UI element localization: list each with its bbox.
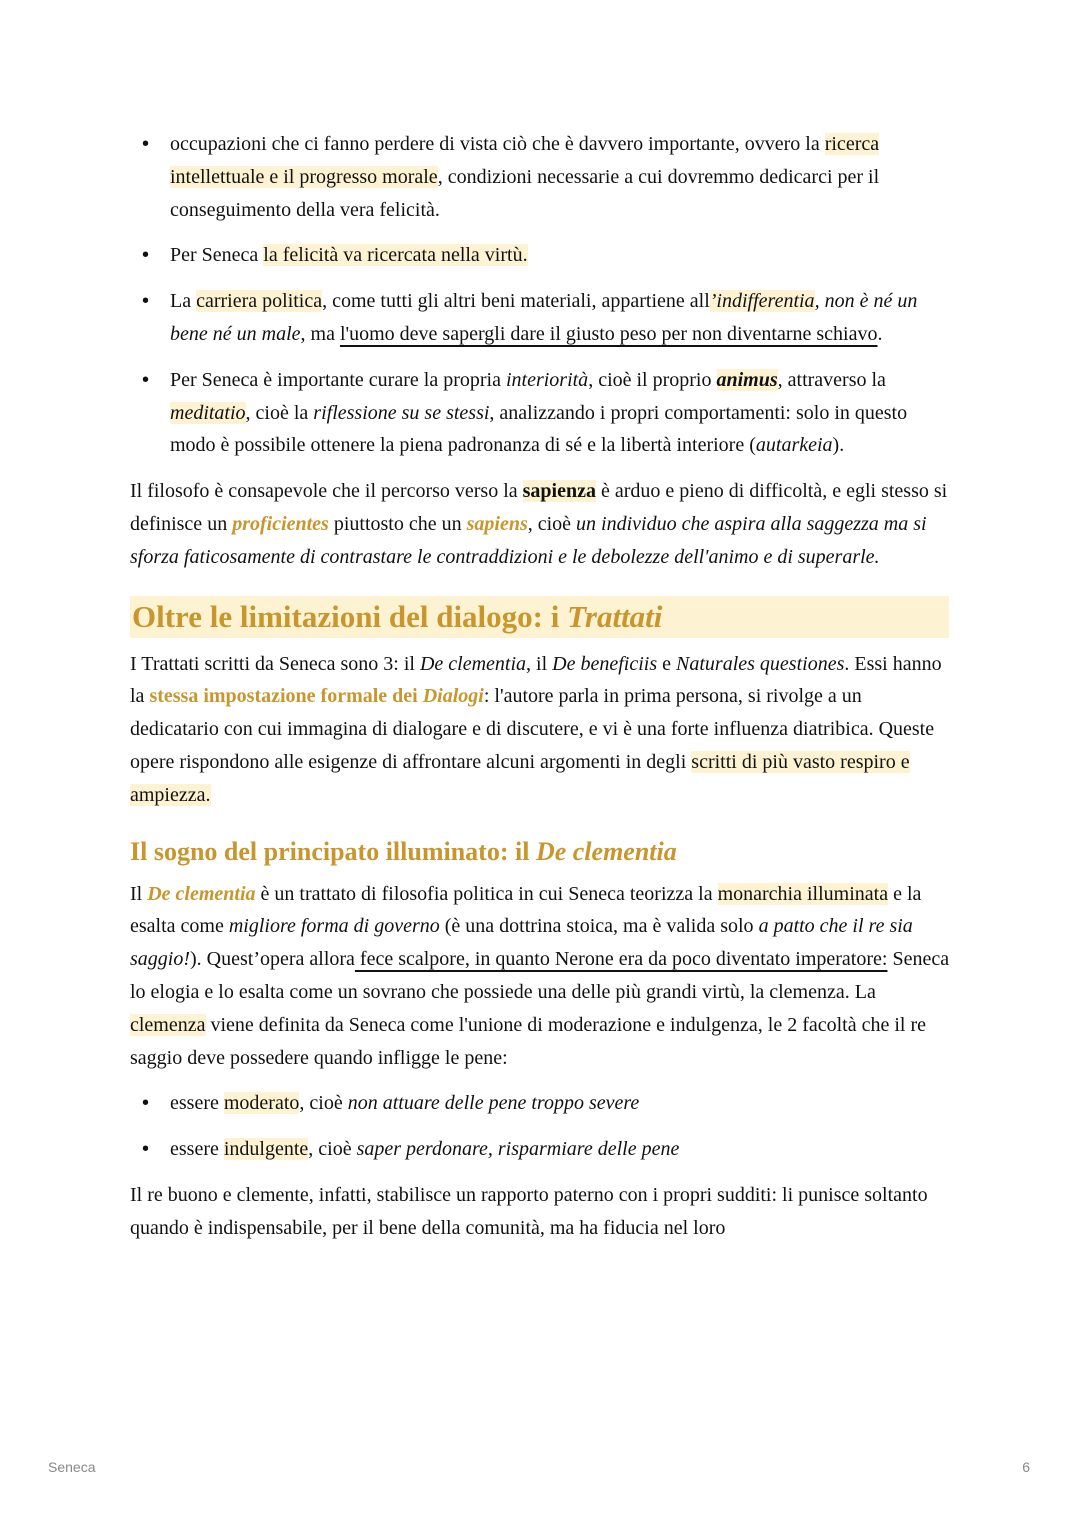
highlight-span: carriera politica — [196, 290, 323, 313]
italic-span: De clementia — [419, 652, 527, 675]
paragraph — [130, 648, 950, 812]
text-span: , come tutti gli altri beni materiali, appartiene all — [322, 290, 710, 313]
text-span: ). — [832, 434, 845, 457]
text-span: (è una dottrina stoica, ma è valida solo — [439, 915, 759, 938]
highlight-span: scritti di più vasto respiro e ampiezza. — [130, 750, 910, 806]
text-span: La — [170, 290, 197, 313]
text-span: e la esalta come — [130, 882, 922, 938]
highlight-span: animus — [716, 368, 778, 391]
text-span: è arduo e pieno di difficoltà, e egli stesso si definisce un — [130, 480, 948, 535]
italic-span: non attuare delle pene troppo severe — [347, 1092, 640, 1115]
italic-span: interiorità — [505, 368, 589, 391]
footer-title: Seneca — [48, 1459, 96, 1475]
highlight-span: sapienza — [522, 480, 596, 503]
list-item — [130, 364, 950, 462]
text-span: , condizioni necessarie a cui dovremmo dedicarci per il conseguimento della vera felicità. — [170, 165, 880, 221]
text-span: piuttosto che un — [328, 512, 467, 535]
italic-span: Naturales questiones — [676, 652, 845, 675]
highlight-span: la felicità va ricercata nella virtù. — [263, 244, 528, 267]
text-span: Il re buono e clemente, infatti, stabilisce un rapporto paterno con i propri sudditi: li punisce soltanto quando è indispensabile, per il bene della comunità, ma ha fiducia nel loro — [130, 1183, 928, 1239]
italic-span: autarkeia — [755, 434, 833, 457]
highlight-span: ricerca intellettuale e il progresso morale — [170, 133, 880, 188]
highlight-span: indulgente — [223, 1138, 309, 1161]
text-span: Il filosofo è consapevole che il percorso verso la — [130, 480, 523, 503]
text-span: Il — [130, 882, 148, 905]
highlight-span: meditatio — [170, 401, 246, 424]
page-number: 6 — [1022, 1459, 1030, 1475]
paragraph — [130, 1179, 950, 1245]
text-span: I Trattati scritti da Seneca sono 3: il — [130, 652, 420, 675]
text-span: essere — [170, 1138, 224, 1161]
accent-span: De clementia — [147, 882, 256, 905]
text-span: , cioè — [527, 512, 577, 535]
list-item — [130, 1133, 950, 1166]
text-span: , cioè — [308, 1138, 357, 1161]
text-span: Seneca lo elogia e lo esalta come un sovrano che possiede una delle più grandi virtù, la clemenza. La — [130, 948, 950, 1003]
italic-span: riflessione su se stessi — [313, 401, 490, 424]
paragraph — [130, 475, 950, 573]
text-span: è un trattato di filosofia politica in cui Seneca teorizza la — [255, 882, 718, 905]
text-span: , il — [526, 652, 553, 675]
italic-span: un individuo che aspira alla saggezza ma si sforza faticosamente di contrastare le contraddizioni e le debolezze dell'animo e di superarle. — [130, 512, 927, 568]
text-span: , cioè — [299, 1092, 348, 1115]
bullet-list-bottom — [130, 1087, 950, 1166]
italic-span: a patto che il re sia saggio! — [130, 915, 913, 971]
page-content — [130, 128, 950, 1258]
text-span: e — [657, 652, 677, 675]
list-item — [130, 239, 950, 272]
underline-span: l'uomo deve sapergli dare il giusto peso per non diventarne schiavo — [339, 322, 878, 345]
italic-span: saper perdonare, risparmiare delle pene — [356, 1138, 680, 1161]
accent-span: proficientes — [232, 512, 329, 535]
text-span: , attraverso la — [777, 368, 886, 391]
text-span: . Essi hanno la — [130, 652, 942, 708]
bullet-list-top — [130, 128, 950, 462]
italic-span: , non è né un bene né un male — [170, 290, 918, 345]
list-item — [130, 128, 950, 226]
highlight-span: clemenza — [130, 1013, 206, 1036]
text-span: occupazioni che ci fanno perdere di vista ciò che è davvero importante, ovvero la — [170, 133, 825, 155]
heading-italic: Trattati — [567, 598, 663, 634]
text-span: , cioè il proprio — [588, 368, 717, 391]
heading-text: Oltre le limitazioni del dialogo: i — [132, 598, 568, 634]
heading-text: Il sogno del principato illuminato: il — [130, 836, 536, 866]
text-span: Per Seneca — [170, 244, 264, 267]
accent-span: sapiens — [466, 512, 528, 535]
paragraph — [130, 878, 950, 1075]
underline-span: fece scalpore, in quanto Nerone era da poco diventato imperatore: — [354, 948, 888, 971]
text-span: , analizzando i propri comportamenti: solo in questo modo è possibile ottenere la piena padronanza di sé e la libertà interiore ( — [170, 401, 908, 457]
highlight-span: moderato — [223, 1092, 300, 1115]
text-span: . — [877, 322, 883, 345]
italic-span: migliore forma di governo — [228, 915, 440, 938]
text-span: , ma — [300, 322, 340, 345]
text-span: viene definita da Seneca come l'unione di moderazione e indulgenza, le 2 facoltà che il re saggio deve possedere quando infligge le pene: — [130, 1013, 927, 1069]
text-span: , cioè la — [245, 401, 314, 424]
italic-span: De beneficiis — [552, 652, 658, 675]
text-span: Per Seneca è importante curare la propria — [170, 368, 506, 391]
accent-span: Dialogi — [422, 685, 484, 708]
highlight-span: monarchia illuminata — [717, 882, 889, 905]
heading-italic: De clementia — [535, 836, 677, 866]
text-span: : l'autore parla in prima persona, si rivolge a un dedicatario con cui immagina di dialogare e di discutere, e vi è una forte influenza diatribica. Queste opere rispondono alle esigenze di affrontare alcuni argomenti in degli — [130, 685, 935, 773]
highlight-span: ’indifferentia — [709, 290, 815, 313]
subsection-heading — [130, 834, 950, 870]
text-span: essere — [170, 1092, 224, 1115]
accent-span: stessa impostazione formale dei — [149, 685, 423, 708]
section-heading — [130, 596, 949, 638]
text-span: ). Quest’opera allora — [190, 948, 355, 971]
list-item — [130, 285, 950, 351]
list-item — [130, 1087, 950, 1120]
